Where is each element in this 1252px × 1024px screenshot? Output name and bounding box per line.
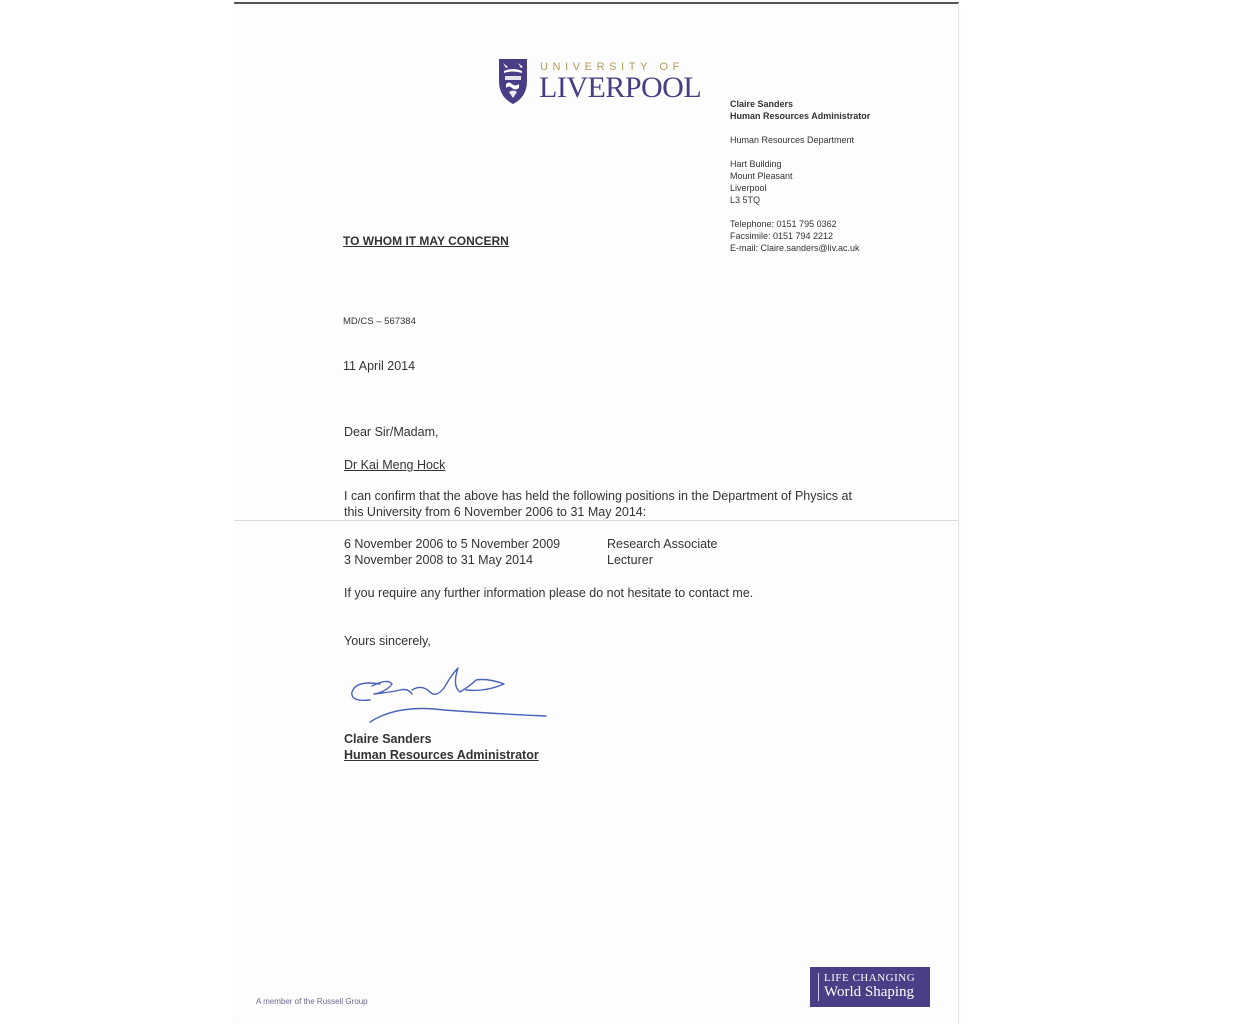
position-period: 3 November 2008 to 31 May 2014	[344, 553, 534, 567]
sender-address-block	[730, 98, 870, 254]
life-changing-badge	[810, 967, 930, 1007]
closing-text: If you require any further information please do not hesitate to contact me.	[344, 586, 754, 600]
position-role: Research Associate	[607, 537, 718, 551]
address-line: Hart Building	[730, 159, 782, 169]
sender-department: Human Resources Department	[730, 135, 855, 145]
logo-university-of: UNIVERSITY OF	[540, 61, 684, 73]
sender-email: E-mail: Claire.sanders@liv.ac.uk	[730, 243, 860, 253]
handwritten-signature	[348, 660, 554, 730]
badge-line-2: World Shaping	[824, 984, 915, 1000]
position-period: 6 November 2006 to 5 November 2009	[344, 537, 561, 551]
russell-group-note: A member of the Russell Group	[256, 997, 368, 1006]
salutation: Dear Sir/Madam,	[344, 425, 439, 439]
university-logo	[498, 56, 702, 108]
letter-page	[234, 2, 959, 1024]
university-crest-icon	[498, 57, 528, 105]
logo-liverpool: LIVERPOOL	[539, 71, 702, 104]
sender-facsimile: Facsimile: 0151 794 2212	[730, 231, 834, 241]
letter-date: 11 April 2014	[343, 359, 416, 373]
signatory-name: Claire Sanders	[344, 732, 432, 746]
address-line: Mount Pleasant	[730, 171, 793, 181]
signoff: Yours sincerely,	[344, 634, 431, 648]
address-line: L3 5TQ	[730, 195, 761, 205]
subject-name: Dr Kai Meng Hock	[344, 458, 446, 472]
reference-number: MD/CS – 567384	[343, 316, 416, 327]
body-line: this University from 6 November 2006 to 31 May 2014:	[344, 505, 647, 519]
paper-fold-line	[234, 520, 958, 521]
sender-telephone: Telephone: 0151 795 0362	[730, 219, 837, 229]
body-line: I can confirm that the above has held the following positions in the Department of Physics at	[344, 489, 852, 503]
letter-heading: TO WHOM IT MAY CONCERN	[343, 234, 509, 248]
sender-title: Human Resources Administrator	[730, 111, 871, 121]
sender-name: Claire Sanders	[730, 99, 794, 109]
badge-line-1: LIFE CHANGING	[824, 972, 916, 984]
address-line: Liverpool	[730, 183, 767, 193]
position-role: Lecturer	[607, 553, 653, 567]
signatory-title: Human Resources Administrator	[344, 748, 539, 762]
badge-divider	[818, 973, 819, 1001]
